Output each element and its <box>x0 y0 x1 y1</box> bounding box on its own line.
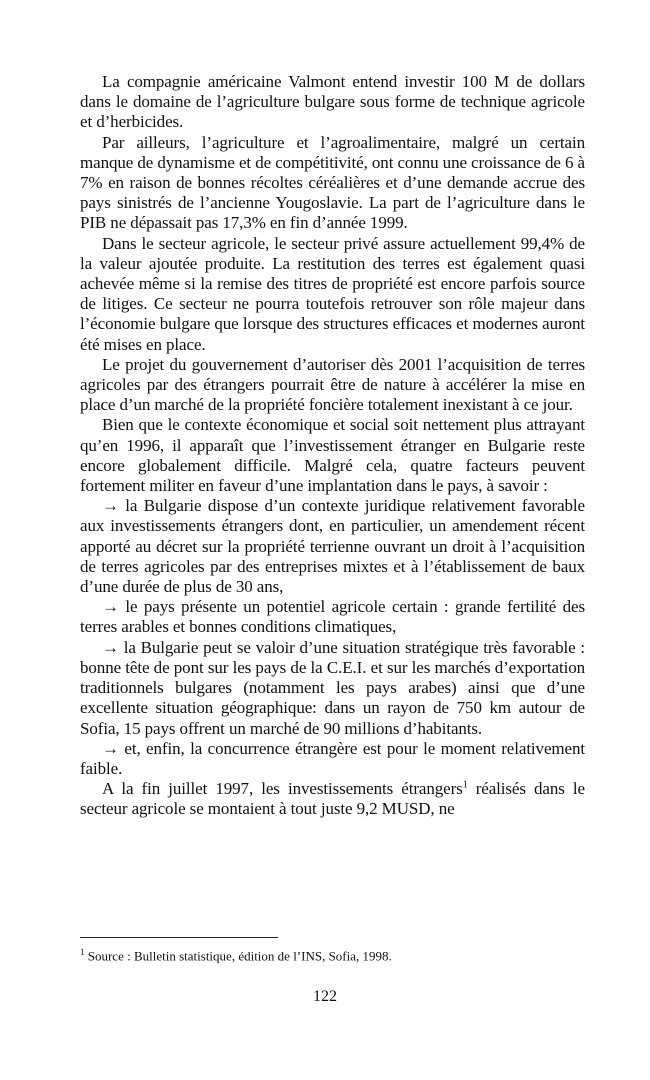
paragraph-text: la Bulgarie dispose d’un contexte juridique relativement favorable aux investissements étrangers dont, en particulier, un amendement récent apporté au décret sur la propriété terrienne ouvrant un droit à l’acquisition de terres agricoles par des entreprises mixtes et à l’établissement de baux d’une durée de plus de 30 ans, <box>80 496 586 597</box>
arrow-icon: → <box>102 738 119 758</box>
paragraph <box>80 72 585 133</box>
arrow-icon: → <box>102 597 119 617</box>
arrow-icon: → <box>102 637 119 657</box>
paragraph-text: le pays présente un potentiel agricole certain : grande fertilité des terres arables et bonnes conditions climatiques, <box>80 597 585 637</box>
footnote-reference[interactable]: 1 <box>462 779 468 791</box>
bullet-paragraph <box>80 739 585 779</box>
page-number: 122 <box>313 988 337 1005</box>
paragraph-text: Le projet du gouvernement d’autoriser dès 2001 l’acquisition de terres agricoles par des étrangers pourrait être de nature à accélérer la mise en place d’un marché de la propriété foncière totalement inexistant à ce jour. <box>80 354 585 415</box>
bullet-paragraph <box>80 496 585 597</box>
paragraph-text: La compagnie américaine Valmont entend investir 100 M de dollars dans le domaine de l’agriculture bulgare sous forme de technique agricole et d’herbicides. <box>80 72 585 132</box>
paragraph-text: Dans le secteur agricole, le secteur privé assure actuellement 99,4% de la valeur ajoutée produite. La restitution des terres est également quasi achevée même si la remise des titres de propriété est encore parfois source de litiges. Ce secteur ne pourra toutefois retrouver son rôle majeur dans l’économie bulgare que lorsque des structures efficaces et modernes auront été mises en place. <box>80 233 585 354</box>
footnote <box>80 944 585 964</box>
paragraph <box>80 234 585 355</box>
paragraph <box>80 355 585 416</box>
arrow-icon: → <box>102 496 119 516</box>
paragraph <box>80 779 585 819</box>
paragraph <box>80 415 585 496</box>
paragraph-text: Par ailleurs, l’agriculture et l’agroalimentaire, malgré un certain manque de dynamisme et de compétitivité, ont connu une croissance de 6 à 7% en raison de bonnes récoltes céréalières et d’une demande accrue des pays sinistrés de l’ancienne Yougoslavie. La part de l’agriculture dans le PIB ne dépassait pas 17,3% en fin d’année 1999. <box>80 132 586 233</box>
bullet-paragraph <box>80 597 585 637</box>
footnote-text: Source : Bulletin statistique, édition de l’INS, Sofia, 1998. <box>87 948 392 964</box>
main-text <box>80 72 585 820</box>
paragraph-text: A la fin juillet 1997, les investissements étrangers <box>102 779 463 799</box>
paragraph-text-continued: réalisés dans le secteur agricole se montaient à tout juste 9,2 MUSD, ne <box>80 779 585 819</box>
bullet-paragraph <box>80 638 585 739</box>
paragraph-text: et, enfin, la concurrence étrangère est pour le moment relativement faible. <box>80 738 585 778</box>
footnote-marker: 1 <box>80 947 85 957</box>
paragraph-text: Bien que le contexte économique et social soit nettement plus attrayant qu’en 1996, il apparaît que l’investissement étranger en Bulgarie reste encore globalement difficile. Malgré cela, quatre facteurs peuvent fortement militer en faveur d’une implantation dans le pays, à savoir : <box>80 415 585 496</box>
footnote-divider <box>80 937 278 938</box>
paragraph-text: la Bulgarie peut se valoir d’une situation stratégique très favorable : bonne tête de pont sur les pays de la C.E.I. et sur les marchés d’exportation traditionnels bulgares (notamment les pays arabes) ainsi que d’une excellente situation géographique: dans un rayon de 750 km autour de Sofia, 15 pays offrent un marché de 90 millions d’habitants. <box>80 637 585 738</box>
paragraph <box>80 133 585 234</box>
